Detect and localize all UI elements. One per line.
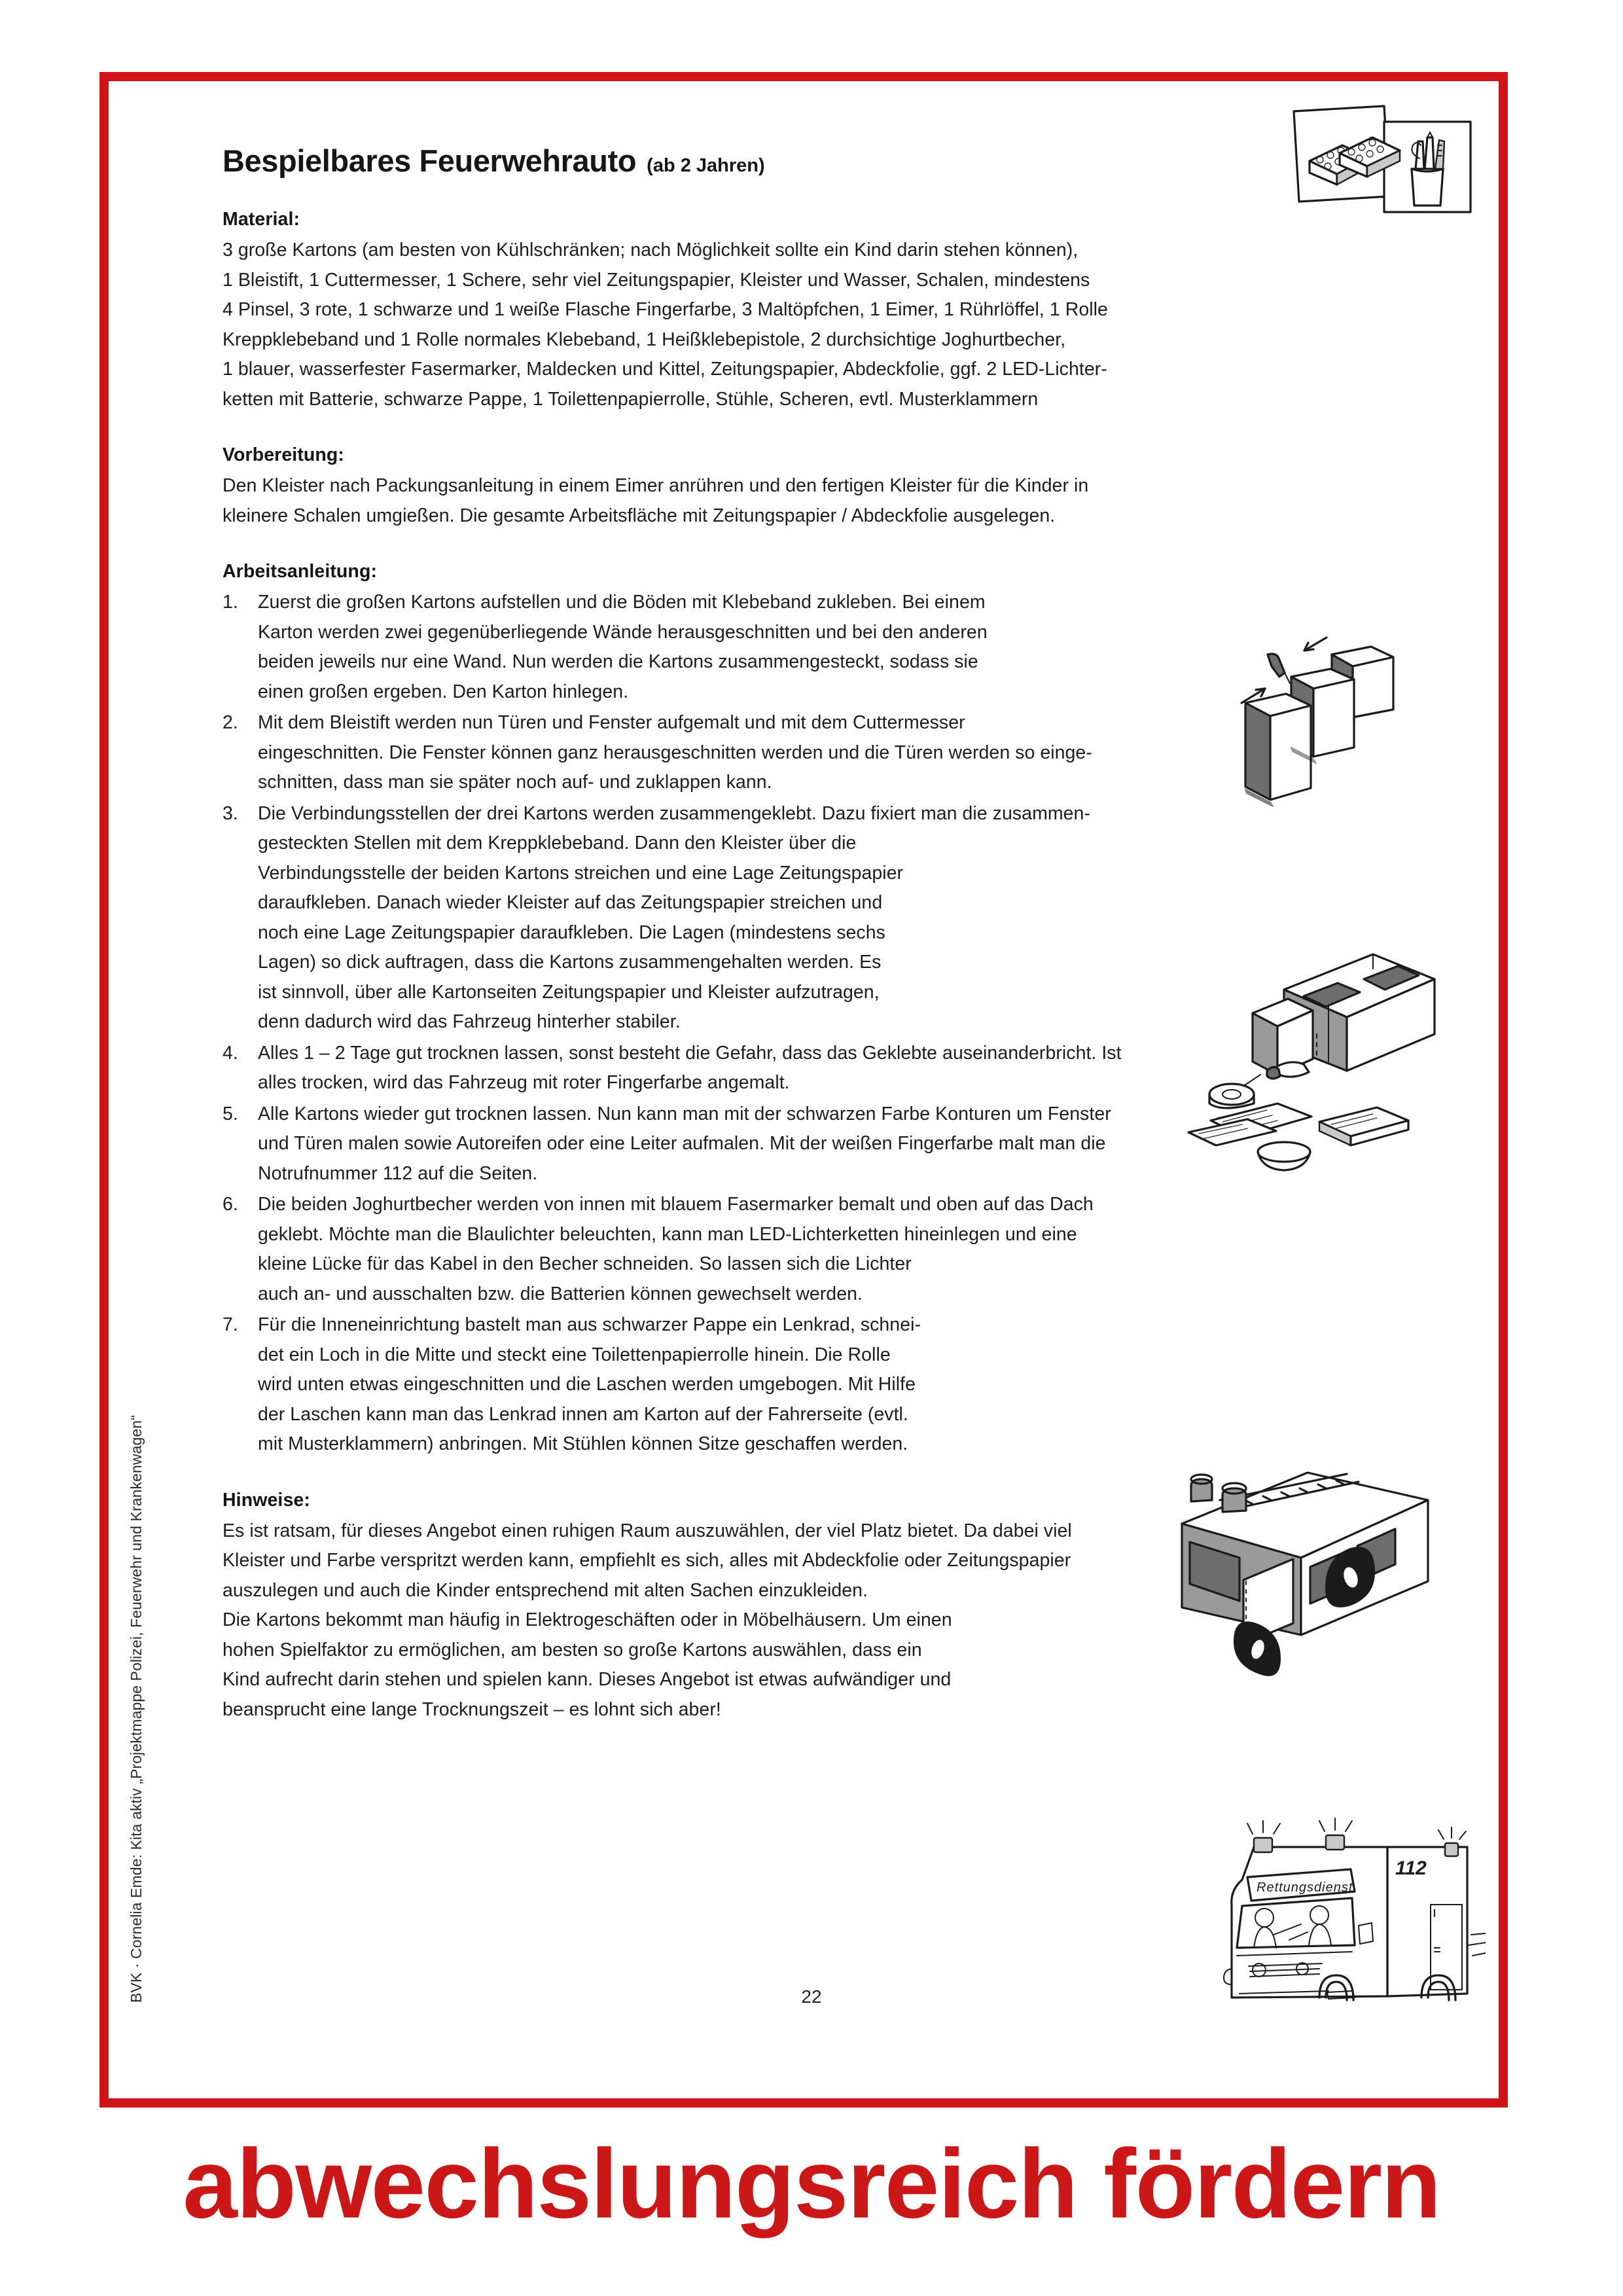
step-line: ist sinnvoll, über alle Kartonseiten Zeitungspapier und Kleister aufzutragen, bbox=[258, 981, 880, 1003]
step-number: 7. bbox=[223, 1314, 238, 1335]
step-line: Zuerst die großen Kartons aufstellen und die Böden mit Klebeband zukleben. Bei einem bbox=[258, 592, 986, 613]
step-number: 6. bbox=[223, 1194, 238, 1215]
step-line: denn dadurch wird das Fahrzeug hinterher stabiler. bbox=[258, 1011, 681, 1032]
material-line: 1 Bleistift, 1 Cuttermesser, 1 Schere, sehr viel Zeitungspapier, Kleister und Wasser, Schalen, mindestens bbox=[223, 269, 1090, 291]
step-line: und Türen malen sowie Autoreifen oder eine Leiter aufmalen. Mit der weißen Fingerfarbe malt man die bbox=[258, 1133, 1106, 1154]
step-line: wird unten etwas eingeschnitten und die Laschen werden umgebogen. Mit Hilfe bbox=[258, 1374, 916, 1395]
step-line: noch eine Lage Zeitungspapier daraufkleben. Die Lagen (mindestens sechs bbox=[258, 922, 885, 943]
step-line: det ein Loch in die Mitte und steckt eine Toilettenpapierrolle hinein. Die Rolle bbox=[258, 1344, 891, 1365]
page-title: Bespielbares Feuerwehrauto bbox=[223, 143, 637, 178]
step-line: auch an- und ausschalten bzw. die Batterien können gewechselt werden. bbox=[258, 1283, 863, 1304]
step-number: 5. bbox=[223, 1103, 238, 1124]
step-line: Alle Kartons wieder gut trocknen lassen. Nun kann man mit der schwarzen Farbe Konturen um Fenster bbox=[258, 1103, 1111, 1124]
step-line: eingeschnitten. Die Fenster können ganz herausgeschnitten werden und die Türen werden so einge- bbox=[258, 742, 1092, 763]
instruction-step bbox=[223, 708, 1400, 798]
material-heading: Material: bbox=[223, 209, 300, 230]
step-line: Für die Inneneinrichtung bastelt man aus schwarzer Pappe ein Lenkrad, schnei- bbox=[258, 1314, 921, 1335]
page-title-row bbox=[223, 143, 1400, 179]
arbeitsanleitung-heading: Arbeitsanleitung: bbox=[223, 561, 378, 582]
hinweise-line: Kind aufrecht darin stehen und spielen kann. Dieses Angebot ist etwas aufwändiger und bbox=[223, 1669, 952, 1690]
instruction-step bbox=[223, 1310, 1400, 1460]
vorbereitung-line: kleinere Schalen umgießen. Die gesamte Arbeitsfläche mit Zeitungspapier / Abdeckfolie ausgelegen. bbox=[223, 505, 1056, 526]
hinweise-line: beansprucht eine lange Trocknungszeit – es lohnt sich aber! bbox=[223, 1698, 721, 1720]
svg-text:112: 112 bbox=[1395, 1857, 1427, 1879]
step-number: 4. bbox=[223, 1042, 238, 1064]
step-line: mit Musterklammern) anbringen. Mit Stühlen können Sitze geschaffen werden. bbox=[258, 1433, 908, 1454]
section-vorbereitung bbox=[223, 444, 1400, 531]
step-line: Die Verbindungsstellen der drei Kartons werden zusammengeklebt. Dazu fixiert man die zusammen- bbox=[258, 802, 1090, 824]
hinweise-line: Kleister und Farbe verspritzt werden kann, empfiehlt es sich, alles mit Abdeckfolie oder Zeitungspapier bbox=[223, 1550, 1071, 1571]
page-number: 22 bbox=[801, 1986, 822, 2007]
section-material bbox=[223, 209, 1400, 414]
step-line: einen großen ergeben. Den Karton hinlegen. bbox=[258, 681, 629, 702]
instruction-step bbox=[223, 799, 1400, 1037]
step-line: Karton werden zwei gegenüberliegende Wände herausgeschnitten und bei den anderen bbox=[258, 621, 988, 643]
material-line: Kreppklebeband und 1 Rolle normales Klebeband, 1 Heißklebepistole, 2 durchsichtige Joghurtbecher, bbox=[223, 329, 1066, 350]
material-line: 3 große Kartons (am besten von Kühlschränken; nach Möglichkeit sollte ein Kind darin stehen können), bbox=[223, 240, 1079, 260]
material-line: ketten mit Batterie, schwarze Pappe, 1 Toilettenpapierrolle, Stühle, Scheren, evtl. Musterklammern bbox=[223, 388, 1039, 410]
step-line: Lagen) so dick auftragen, dass die Kartons zusammengehalten werden. Es bbox=[258, 952, 882, 973]
footer-banner: abwechslungsreich fördern bbox=[183, 2128, 1440, 2238]
instruction-step bbox=[223, 1100, 1400, 1189]
step-line: beiden jeweils nur eine Wand. Nun werden die Kartons zusammengesteckt, sodass sie bbox=[258, 651, 978, 672]
step-number: 3. bbox=[223, 802, 238, 824]
instruction-step bbox=[223, 1039, 1400, 1098]
step-line: geklebt. Möchte man die Blaulichter beleuchten, kann man LED-Lichterketten hineinlegen und eine bbox=[258, 1223, 1077, 1245]
spine-credit: BVK · Cornelia Emde: Kita aktiv „Projektmappe Polizei, Feuerwehr und Krankenwagen“ bbox=[128, 1415, 145, 2003]
step-line: gesteckten Stellen mit dem Kreppklebeband. Dann den Kleister über die bbox=[258, 833, 857, 853]
instruction-step bbox=[223, 588, 1400, 707]
step-line: Mit dem Bleistift werden nun Türen und Fenster aufgemalt und mit dem Cuttermesser bbox=[258, 712, 965, 733]
hinweise-heading: Hinweise: bbox=[223, 1489, 310, 1511]
svg-text:Rettungsdienst: Rettungsdienst bbox=[1257, 1880, 1353, 1895]
hinweise-line: auszulegen und auch die Kinder entsprechend mit alten Sachen einzukleiden. bbox=[223, 1579, 868, 1601]
ambulance-illustration bbox=[1191, 1806, 1486, 2016]
document-content bbox=[223, 143, 1400, 1725]
vorbereitung-line: Den Kleister nach Packungsanleitung in einem Eimer anrühren und den fertigen Kleister für die Kinder in bbox=[223, 475, 1089, 496]
step-line: Verbindungsstelle der beiden Kartons streichen und eine Lage Zeitungspapier bbox=[258, 862, 904, 884]
material-line: 1 blauer, wasserfester Fasermarker, Maldecken und Kittel, Zeitungspapier, Abdeckfolie, ggf. 2 LED-Lichter- bbox=[223, 359, 1107, 380]
section-arbeitsanleitung bbox=[223, 561, 1400, 1460]
step-line: daraufkleben. Danach wieder Kleister auf das Zeitungspapier streichen und bbox=[258, 892, 883, 913]
hinweise-line: Es ist ratsam, für dieses Angebot einen ruhigen Raum auszuwählen, der viel Platz bietet. Da dabei viel bbox=[223, 1520, 1072, 1541]
step-line: kleine Lücke für das Kabel in den Becher schneiden. So lassen sich die Lichter bbox=[258, 1253, 912, 1274]
section-hinweise bbox=[223, 1490, 1400, 1725]
step-line: der Laschen kann man das Lenkrad innen am Karton auf der Fahrerseite (evtl. bbox=[258, 1403, 908, 1425]
vorbereitung-heading: Vorbereitung: bbox=[223, 444, 345, 465]
page-title-age-note: (ab 2 Jahren) bbox=[647, 155, 765, 176]
step-line: alles trocken, wird das Fahrzeug mit roter Fingerfarbe angemalt. bbox=[258, 1072, 790, 1093]
step-line: Die beiden Joghurtbecher werden von innen mit blauem Fasermarker bemalt und oben auf das Dach bbox=[258, 1194, 1094, 1215]
hinweise-line: Die Kartons bekommt man häufig in Elektrogeschäften oder in Möbelhäusern. Um einen bbox=[223, 1609, 952, 1630]
step-line: Alles 1 – 2 Tage gut trocknen lassen, sonst besteht die Gefahr, dass das Geklebte auseinanderbricht. Ist bbox=[258, 1042, 1122, 1064]
instruction-step bbox=[223, 1190, 1400, 1309]
step-line: Notrufnummer 112 auf die Seiten. bbox=[258, 1162, 538, 1184]
step-number: 1. bbox=[223, 592, 238, 613]
instruction-steps-list bbox=[223, 588, 1400, 1460]
step-number: 2. bbox=[223, 712, 238, 733]
hinweise-line: hohen Spielfaktor zu ermöglichen, am besten so große Kartons auswählen, dass ein bbox=[223, 1639, 922, 1660]
material-line: 4 Pinsel, 3 rote, 1 schwarze und 1 weiße Flasche Fingerfarbe, 3 Maltöpfchen, 1 Eimer, 1 Rührlöffel, 1 Rolle bbox=[223, 299, 1108, 320]
step-line: schnitten, dass man sie später noch auf- und zuklappen kann. bbox=[258, 772, 772, 793]
